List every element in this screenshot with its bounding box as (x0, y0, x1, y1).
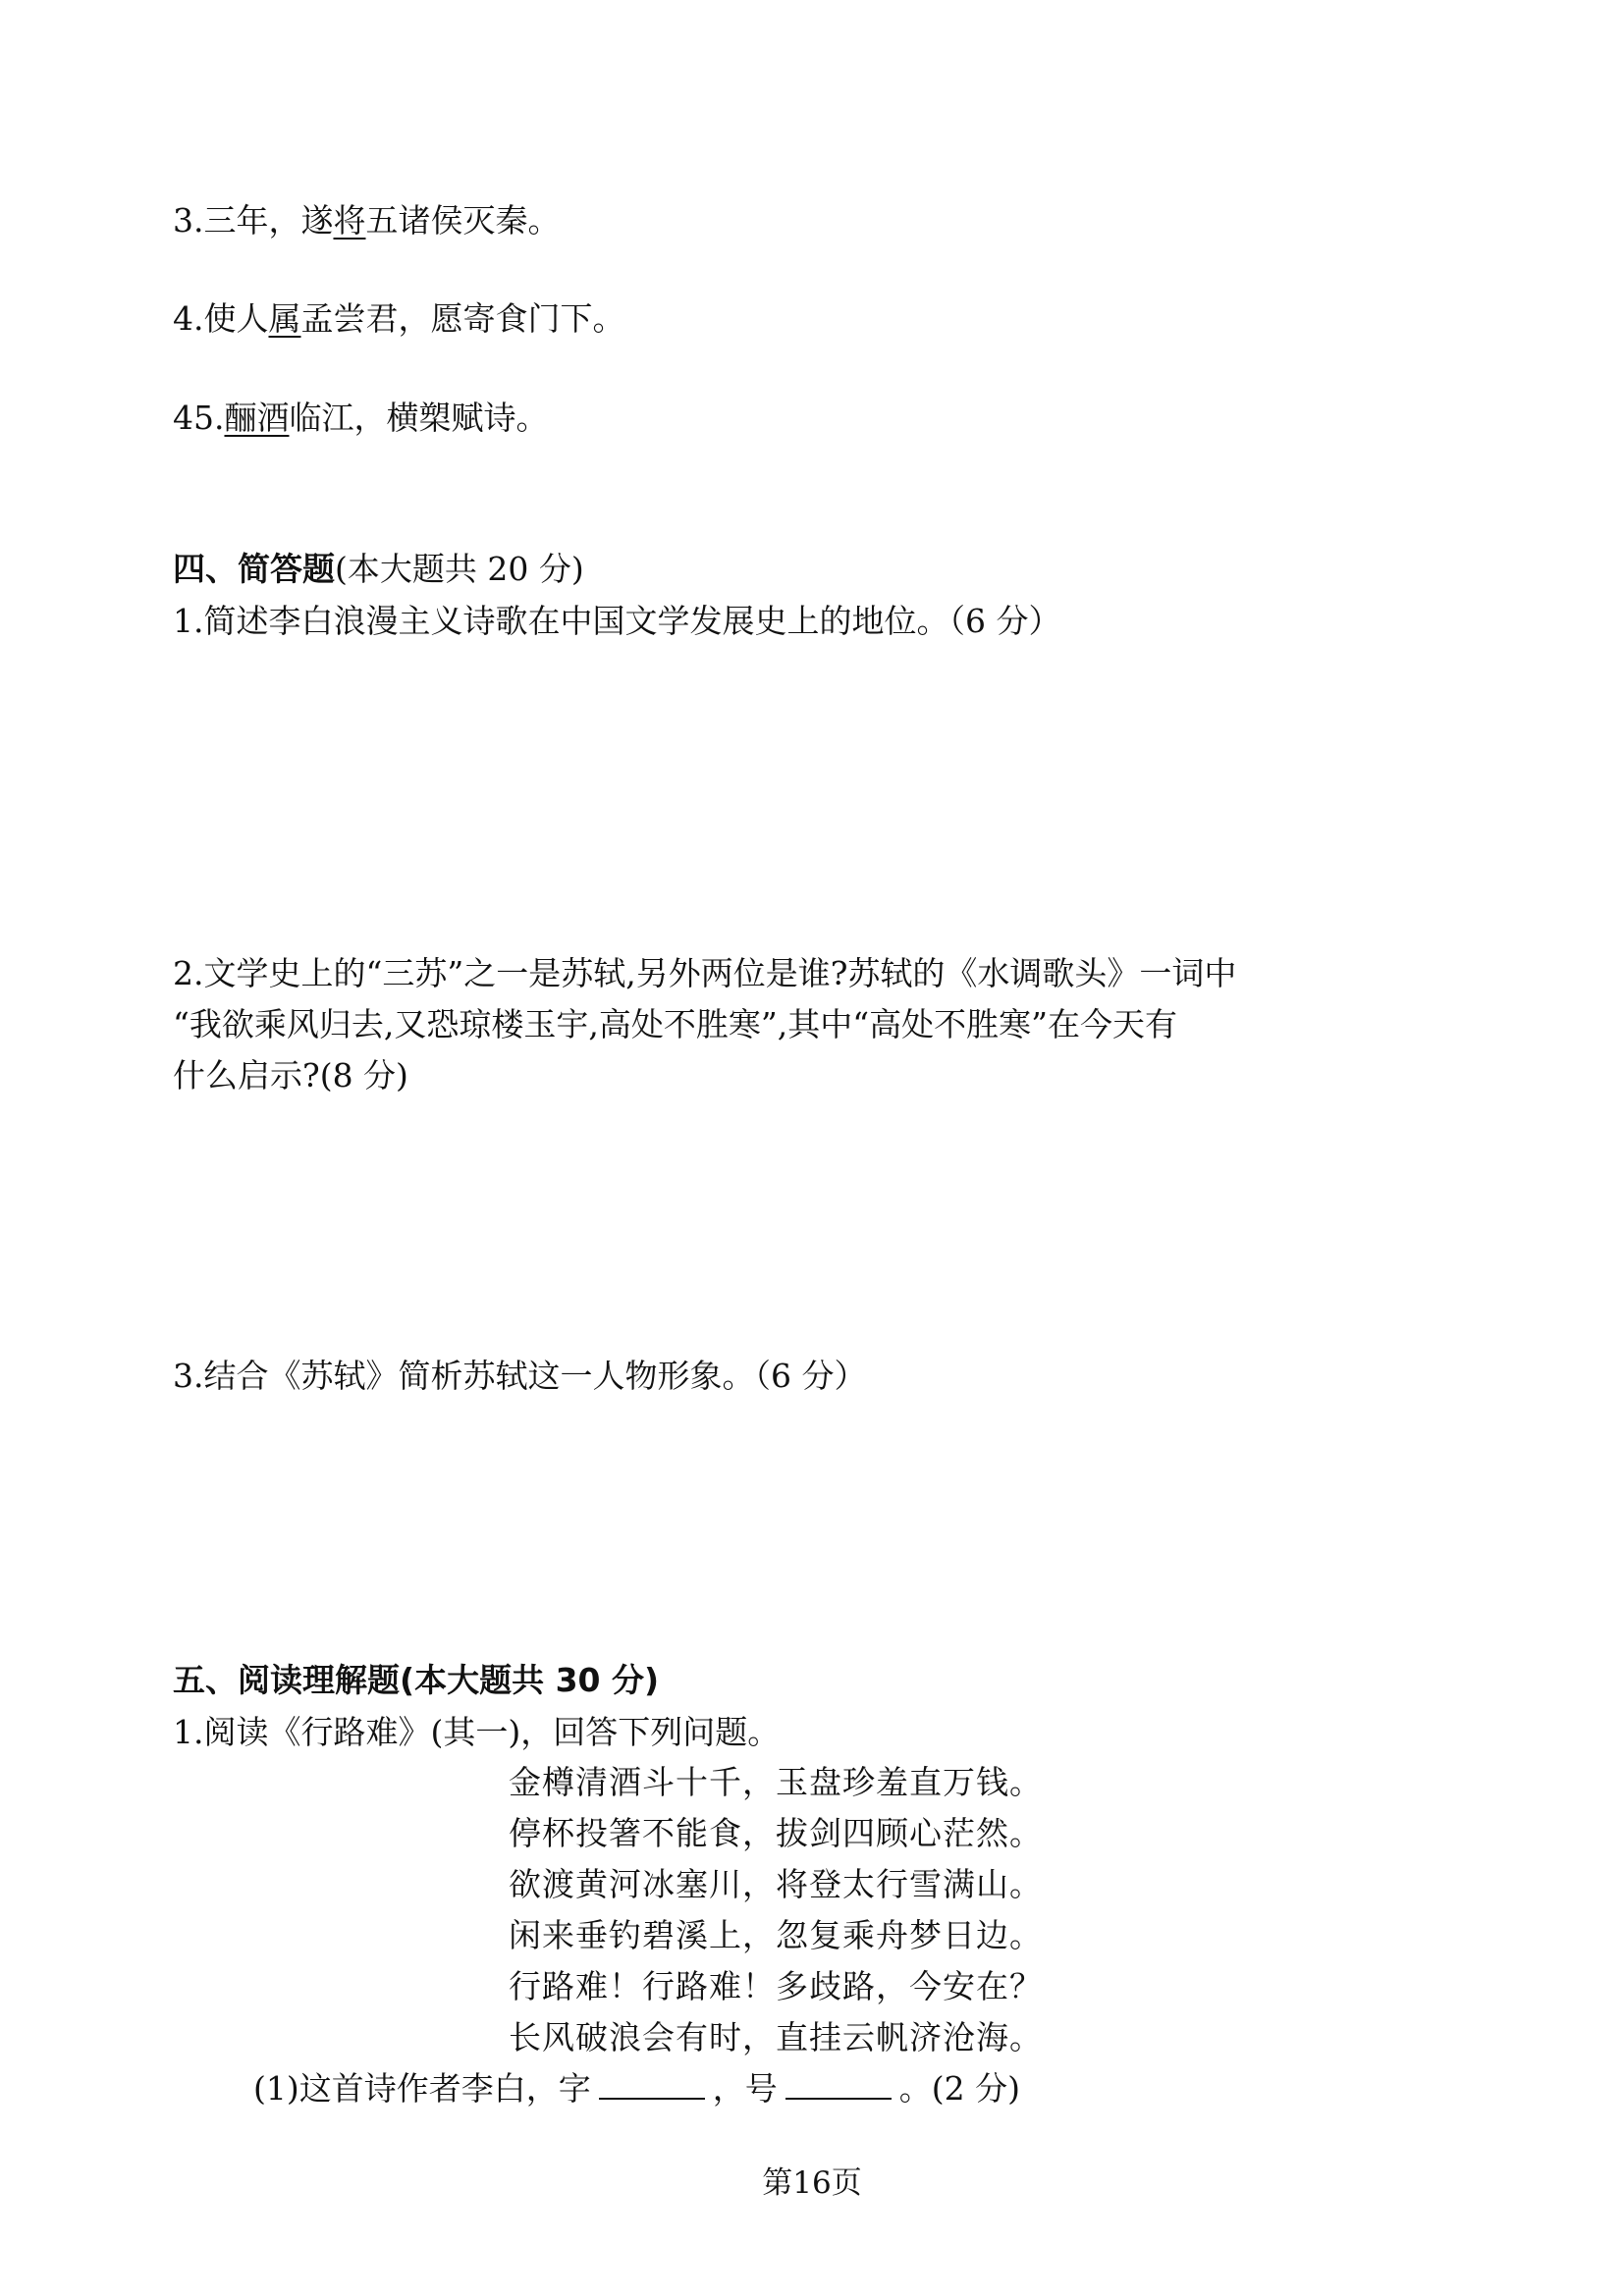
item-4: 4.使人属孟尝君，愿寄食门下。 (173, 299, 625, 338)
answer-blank-hao[interactable] (785, 2068, 892, 2100)
question-5-1: 1.阅读《行路难》(其一)，回答下列问题。 (173, 1713, 781, 1751)
section-5-heading: 五、阅读理解题(本大题共 30 分) (173, 1661, 660, 1699)
question-4-1: 1.简述李白浪漫主义诗歌在中国文学发展史上的地位。（6 分） (173, 602, 1061, 640)
question-4-2-line-1: 2.文学史上的“三苏”之一是苏轼,另外两位是谁?苏轼的《水调歌头》一词中 (173, 954, 1237, 992)
question-4-3: 3.结合《苏轼》简析苏轼这一人物形象。（6 分） (173, 1357, 867, 1395)
sub-question-1: (1)这首诗作者李白，字 ，号 。(2 分) (253, 2069, 1020, 2108)
answer-blank-zi[interactable] (599, 2068, 705, 2100)
poem-line: 金樽清酒斗十千，玉盘珍羞直万钱。 (509, 1763, 1043, 1801)
underlined-word: 酾酒 (224, 399, 290, 437)
poem-line: 停杯投箸不能食，拔剑四顾心茫然。 (509, 1814, 1043, 1852)
question-4-2-line-3: 什么启示?(8 分) (173, 1056, 408, 1095)
item-3: 3.三年，遂将五诸侯灭秦。 (173, 201, 561, 240)
underlined-word: 将 (333, 201, 366, 240)
question-4-2-line-2: “我欲乘风归去,又恐琼楼玉宇,高处不胜寒”,其中“高处不胜寒”在今天有 (173, 1005, 1177, 1043)
poem-line: 闲来垂钓碧溪上，忽复乘舟梦日边。 (509, 1916, 1043, 1954)
item-45: 45.酾酒临江，横槊赋诗。 (173, 399, 549, 437)
page-number: 第16页 (762, 2165, 862, 2201)
underlined-word: 属 (268, 299, 301, 338)
section-4-heading: 四、简答题(本大题共 20 分) (173, 550, 584, 588)
poem-line: 长风破浪会有时，直挂云帆济沧海。 (509, 2018, 1043, 2056)
poem-line: 行路难！行路难！多歧路，今安在？ (509, 1967, 1043, 2005)
poem-line: 欲渡黄河冰塞川，将登太行雪满山。 (509, 1865, 1043, 1903)
